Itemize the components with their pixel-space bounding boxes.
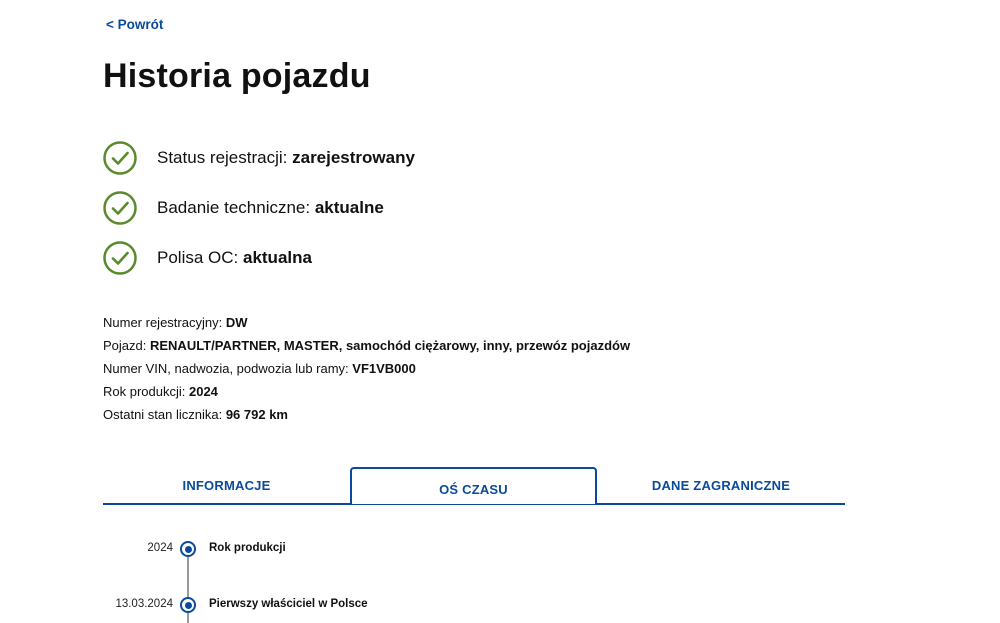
tab-bar [103, 467, 845, 505]
timeline-item [0, 540, 1000, 558]
timeline-dot-icon [180, 597, 196, 613]
status-label: Status rejestracji: [157, 148, 293, 167]
back-link[interactable]: < Powrót [106, 17, 164, 32]
check-circle-icon [103, 141, 137, 175]
detail-label: Pojazd: [103, 338, 150, 353]
detail-label: Numer rejestracyjny: [103, 315, 226, 330]
tab-os-czasu[interactable]: OŚ CZASU [350, 467, 597, 504]
status-text [157, 248, 312, 268]
status-text [157, 198, 384, 218]
detail-odometer [103, 403, 630, 426]
detail-label: Rok produkcji: [103, 384, 189, 399]
detail-value: 2024 [188, 384, 218, 399]
status-label: Polisa OC: [157, 248, 243, 267]
detail-label: Ostatni stan licznika: [103, 407, 226, 422]
detail-value: DW [225, 315, 248, 330]
check-circle-icon [103, 241, 137, 275]
detail-registration-number [103, 311, 630, 334]
timeline-date: 13.03.2024 [115, 598, 173, 610]
status-text [157, 148, 415, 168]
timeline-label: Pierwszy właściciel w Polsce [209, 598, 368, 610]
detail-value: VF1VB000 [352, 361, 416, 376]
timeline-date: 2024 [147, 542, 173, 554]
timeline-label: Rok produkcji [209, 542, 286, 554]
detail-value: RENAULT/PARTNER, MASTER, samochód ciężarowy, inny, przewóz pojazdów [149, 338, 631, 353]
timeline-item [0, 596, 1000, 614]
status-inspection [103, 190, 384, 226]
detail-production-year [103, 380, 630, 403]
timeline [0, 530, 1000, 623]
status-value: aktualna [242, 248, 312, 267]
status-value: aktualne [314, 198, 384, 217]
status-registration [103, 140, 415, 176]
detail-vin [103, 357, 630, 380]
check-circle-icon [103, 191, 137, 225]
detail-value: 96 792 km [225, 407, 288, 422]
detail-vehicle [103, 334, 630, 357]
status-label: Badanie techniczne: [157, 198, 315, 217]
vehicle-details [103, 311, 630, 426]
page-title: Historia pojazdu [103, 57, 371, 95]
timeline-dot-icon [180, 541, 196, 557]
status-insurance [103, 240, 312, 276]
tab-informacje[interactable]: INFORMACJE [182, 477, 271, 493]
detail-label: Numer VIN, nadwozia, podwozia lub ramy: [103, 361, 353, 376]
tab-dane-zagraniczne[interactable]: DANE ZAGRANICZNE [651, 477, 791, 493]
status-value: zarejestrowany [292, 148, 415, 167]
